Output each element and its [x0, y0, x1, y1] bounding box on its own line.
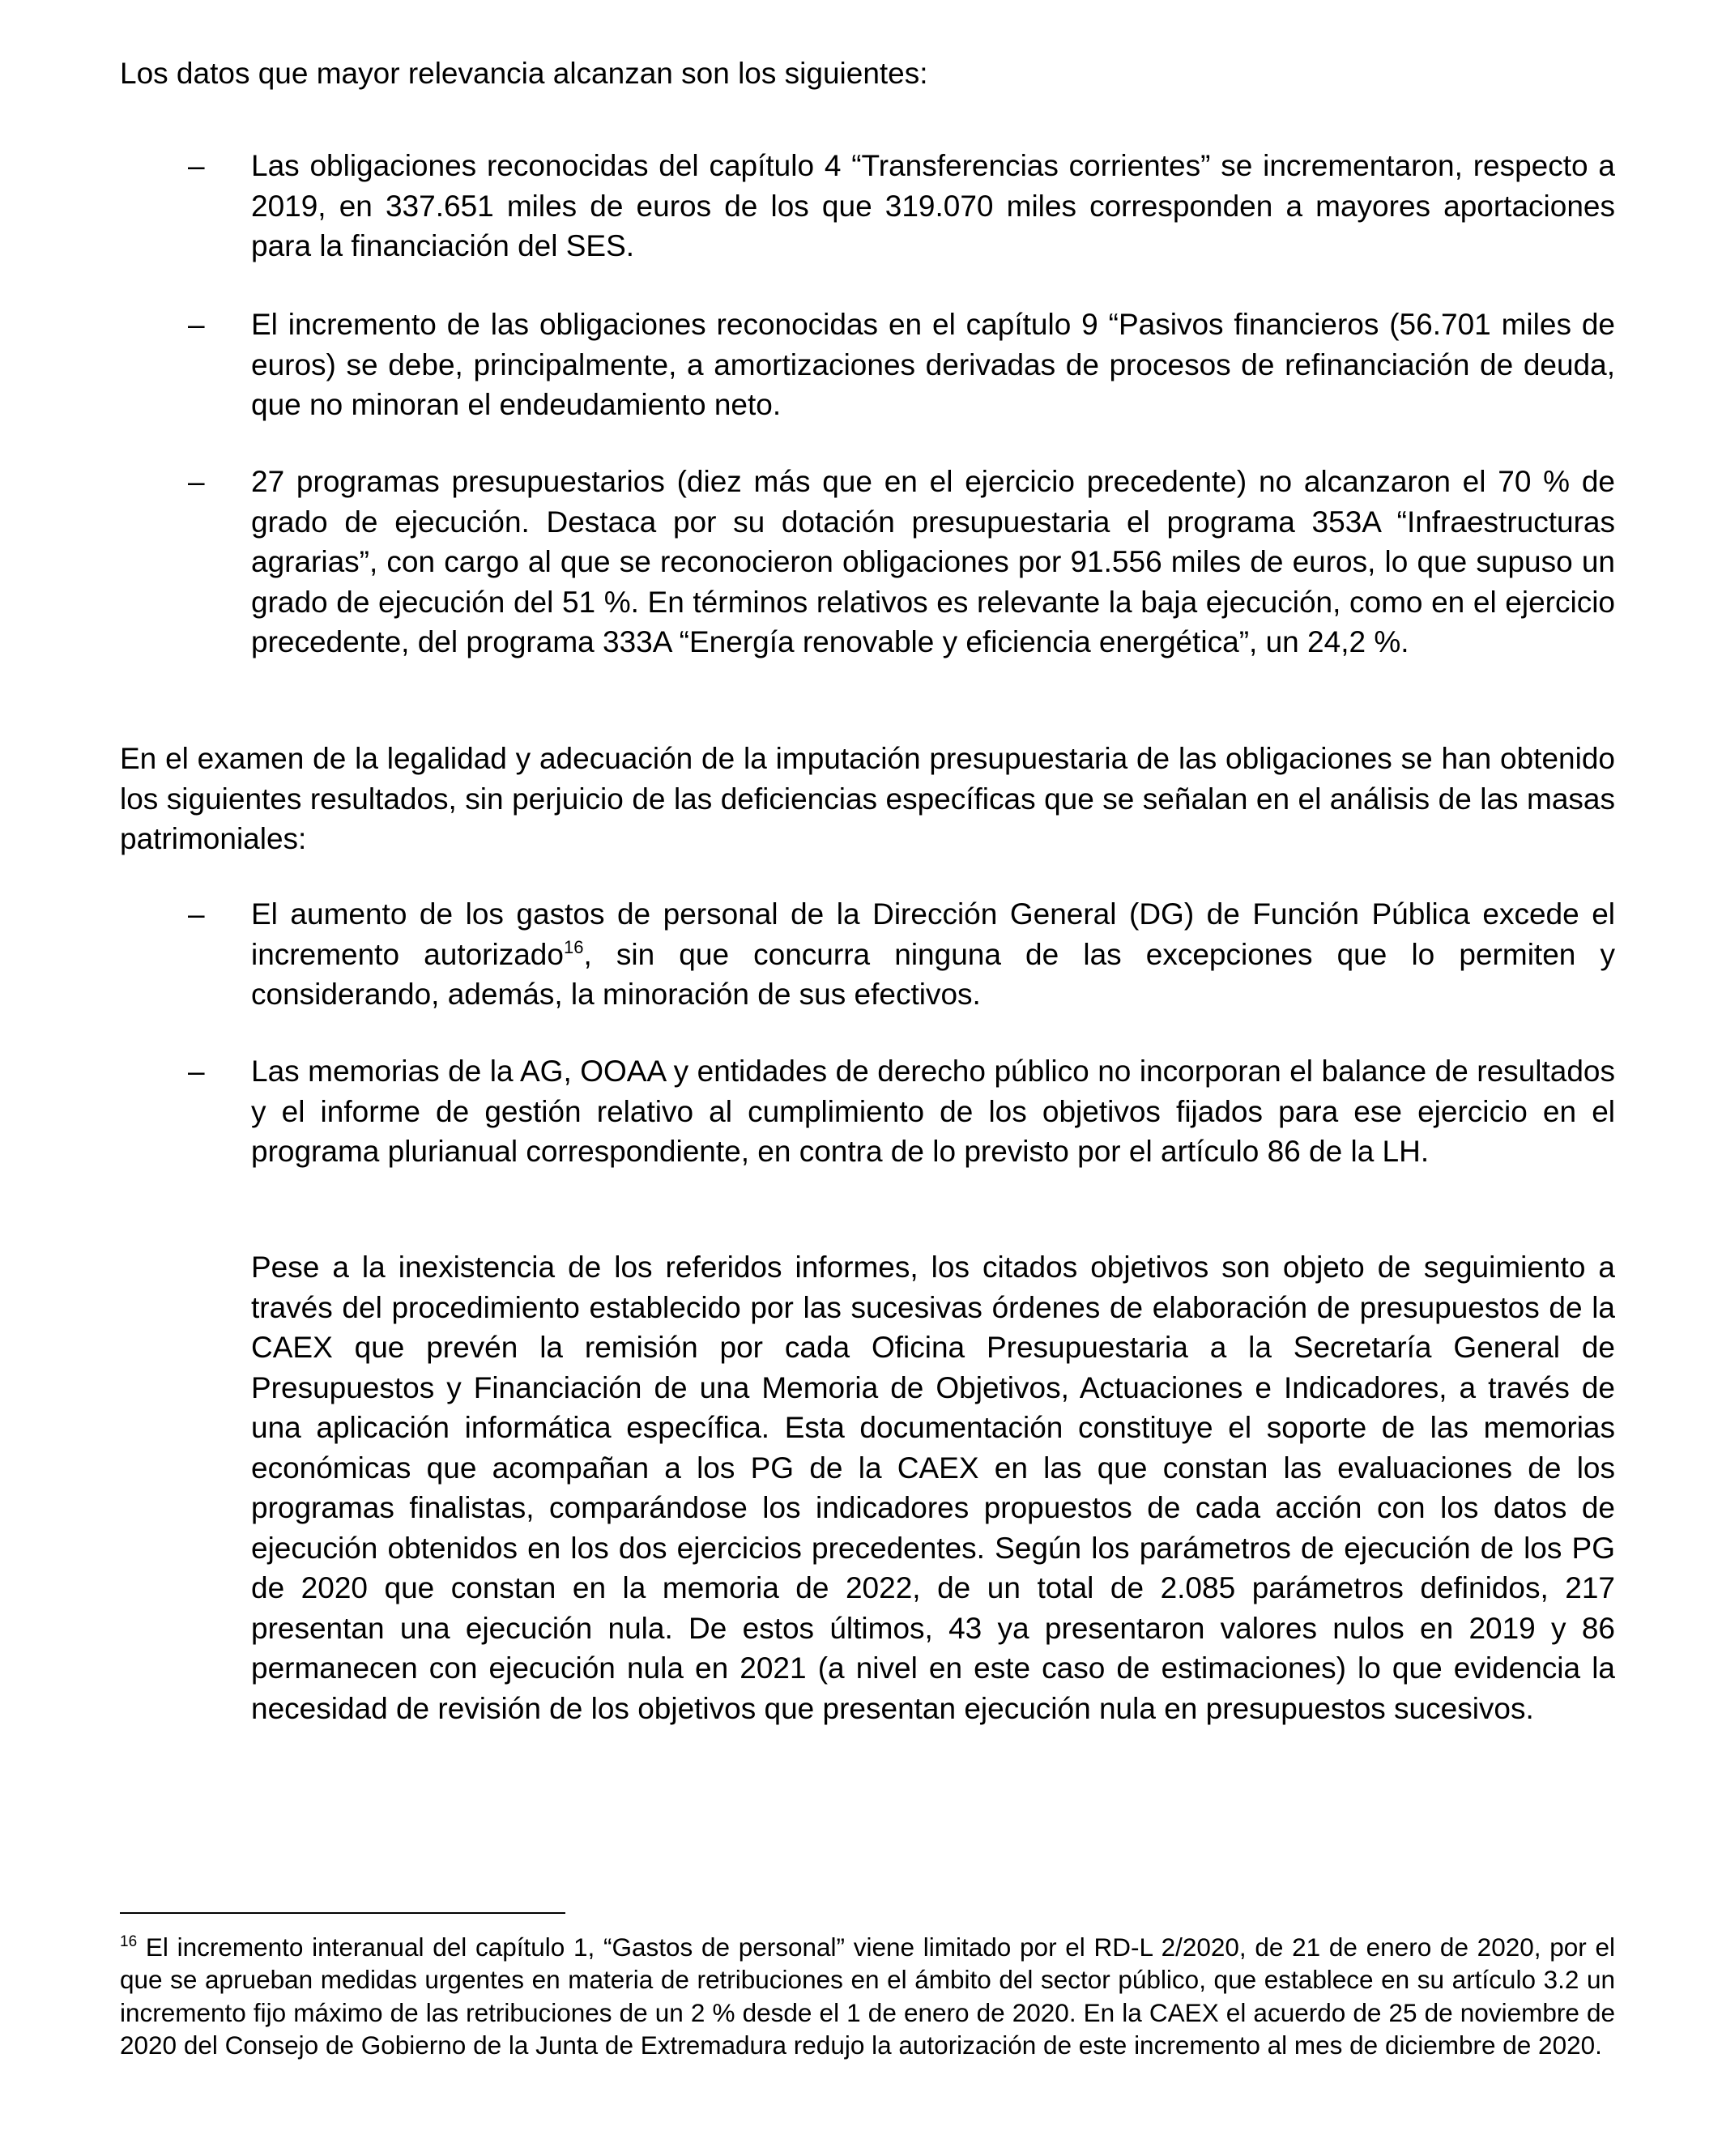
list-item-transferencias: Las obligaciones reconocidas del capítulo 4 “Transferencias corrientes” se incrementaron, respecto a 2019, en 337.651 miles de euros de los que 319.070 miles corresponden a mayores aportaciones para la financiación del SES. — [251, 149, 1615, 262]
list-item-pasivos: El incremento de las obligaciones reconocidas en el capítulo 9 “Pasivos financieros (56.701 miles de euros) se debe, principalmente, a amortizaciones derivadas de procesos de refinanciación de deuda, que no minoran el endeudamiento neto. — [251, 308, 1615, 421]
list-item-memorias-continuation: Pese a la inexistencia de los referidos informes, los citados objetivos son objeto de seguimiento a través del procedimiento establecido por las sucesivas órdenes de elaboración de presupuestos de la CAEX que prevén la remisión por cada Oficina Presupuestaria a la Secretaría General de Presupuestos y Financiación de una Memoria de Objetivos, Actuaciones e Indicadores, a través de una aplicación informática específica. Esta documentación constituye el soporte de las memorias económicas que acompañan a los PG de la CAEX en las que constan las evaluaciones de los programas finalistas, comparándose los indicadores propuestos de cada acción con los datos de ejecución obtenidos en los dos ejercicios precedentes. Según los parámetros de ejecución de los PG de 2020 que constan en la memoria de 2022, de un total de 2.085 parámetros definidos, 217 presentan una ejecución nula. De estos últimos, 43 ya presentaron valores nulos en 2019 y 86 permanecen con ejecución nula en 2021 (a nivel en este caso de estimaciones) lo que evidencia la necesidad de revisión de los objetivos que presentan ejecución nula en presupuestos sucesivos. — [251, 1251, 1615, 1725]
footnote-separator — [120, 1912, 565, 1914]
footnote-text: El incremento interanual del capítulo 1, “Gastos de personal” viene limitado por el RD-L 2/2020, de 21 de enero de 2020, por el que se aprueban medidas urgentes en materia de retribuciones en el ámbito del sector público, que establece en su artículo 3.2 un incremento fijo máximo de las retribuciones de un 2 % desde el 1 de enero de 2020. En la CAEX el acuerdo de 25 de noviembre de 2020 del Consejo de Gobierno de la Junta de Extremadura redujo la autorización de este incremento al mes de diciembre de 2020. — [120, 1932, 1615, 2060]
examen-paragraph: En el examen de la legalidad y adecuación de la imputación presupuestaria de las obligaciones se han obtenido los siguientes resultados, sin perjuicio de las deficiencias específicas que se señalan en el análisis de las masas patrimoniales: — [120, 742, 1615, 855]
list-dash-icon: – — [188, 1055, 205, 1088]
list-item-programas: 27 programas presupuestarios (diez más que en el ejercicio precedente) no alcanzaron el 70 % de grado de ejecución. Destaca por su dotación presupuestaria el programa 353A “Infraestructuras agrarias”, con cargo al que se reconocieron obligaciones por 91.556 miles de euros, lo que supuso un grado de ejecución del 51 %. En términos relativos es relevante la baja ejecución, como en el ejercicio precedente, del programa 333A “Energía renovable y eficiencia energética”, un 24,2 %. — [251, 465, 1615, 658]
intro-paragraph: Los datos que mayor relevancia alcanzan son los siguientes: — [120, 57, 928, 90]
list-item-memorias: Las memorias de la AG, OOAA y entidades de derecho público no incorporan el balance de resultados y el informe de gestión relativo al cumplimiento de los objetivos fijados para ese ejercicio en el programa plurianual correspondiente, en contra de lo previsto por el artículo 86 de la LH. — [251, 1055, 1615, 1168]
list-dash-icon: – — [188, 308, 205, 341]
list-dash-icon: – — [188, 149, 205, 182]
item-text-before-ref: El aumento de los gastos de personal de la Dirección General (DG) de Función Pública excede el incremento autorizado — [251, 897, 1615, 971]
footnote-16 — [120, 1931, 1615, 2061]
item-text-after-ref: , sin que concurra ninguna de las excepciones que lo permiten y considerando, además, la minoración de sus efectivos. — [251, 937, 1615, 1011]
list-item-gastos-personal — [251, 894, 1615, 1015]
footnote-number: 16 — [120, 1933, 138, 1950]
list-dash-icon: – — [188, 897, 205, 931]
footnote-reference[interactable]: 16 — [563, 936, 584, 957]
list-dash-icon: – — [188, 465, 205, 498]
